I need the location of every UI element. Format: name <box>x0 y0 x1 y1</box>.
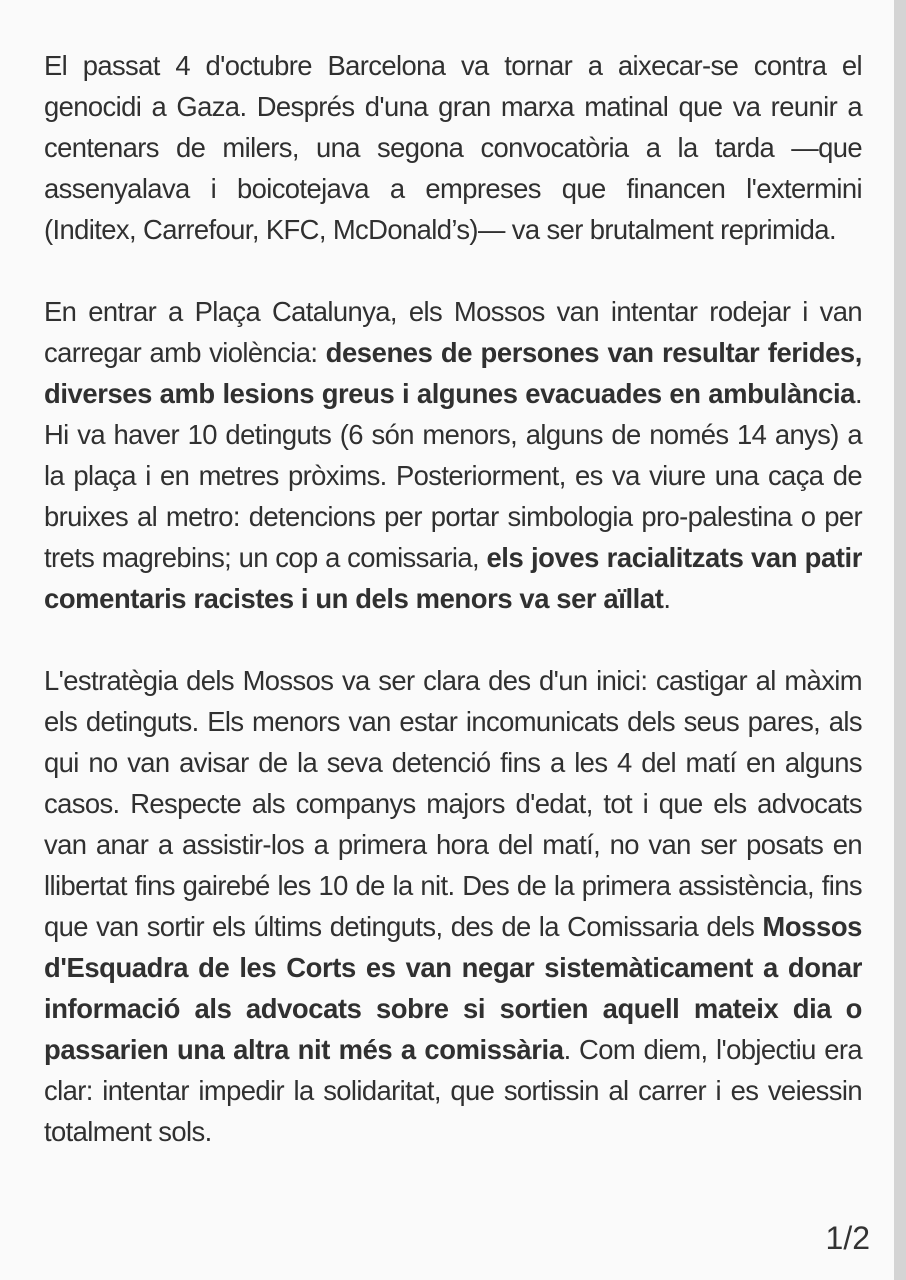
paragraph-1 <box>44 45 862 250</box>
paragraph-2-emphasis-injuries: desenes de persones van resultar ferides, diverses amb lesions greus i algunes evacuades en ambulància <box>44 337 862 409</box>
page-indicator: 1/2 <box>825 1220 870 1256</box>
paragraph-2-text-c: . <box>663 583 671 614</box>
paragraph-2-emphasis-racism: els joves racialitzats van patir comentaris racistes i un dels menors va ser aïllat <box>44 542 862 614</box>
paragraph-3-text-b: . Com diem, l'objectiu era clar: intentar impedir la solidaritat, que sortissin al carrer i es veiessin totalment sols. <box>44 1034 862 1147</box>
article-text <box>44 45 862 1193</box>
paragraph-3 <box>44 660 862 1152</box>
paragraph-2-text-a: En entrar a Plaça Catalunya, els Mossos van intentar rodejar i van carregar amb violència: <box>44 296 862 368</box>
paragraph-3-text-a: L'estratègia dels Mossos va ser clara des d'un inici: castigar al màxim els detinguts. Els menors van estar incomunicats dels seus pares, als qui no van avisar de la seva detenció fins a les 4 del matí en alguns casos. Respecte als companys majors d'edat, tot i que els advocats van anar a assistir-los a primera hora del matí, no van ser posats en llibertat fins gairebé les 10 de la nit. Des de la primera assistència, fins que van sortir els últims detinguts, des de la Comissaria dels <box>44 665 862 942</box>
paragraph-3-emphasis-information: Mossos d'Esquadra de les Corts es van negar sistemàticament a donar informació als advocats sobre si sortien aquell mateix dia o passarien una altra nit més a comissària <box>44 911 862 1065</box>
scrollbar[interactable] <box>894 0 906 1280</box>
paragraph-1-text: El passat 4 d'octubre Barcelona va tornar a aixecar-se contra el genocidi a Gaza. Després d'una gran marxa matinal que va reunir a centenars de milers, una segona convocatòria a la tarda —que assenyalava i boicotejava a empreses que financen l'extermini (Inditex, Carrefour, KFC, McDonald’s)— va ser brutalment reprimida. <box>44 50 862 245</box>
paragraph-2-text-b: . Hi va haver 10 detinguts (6 són menors, alguns de només 14 anys) a la plaça i en metres pròxims. Posteriorment, es va viure una caça de bruixes al metro: detencions per portar simbologia pro-palestina o per trets magrebins; un cop a comissaria, <box>44 378 862 573</box>
paragraph-2 <box>44 291 862 619</box>
